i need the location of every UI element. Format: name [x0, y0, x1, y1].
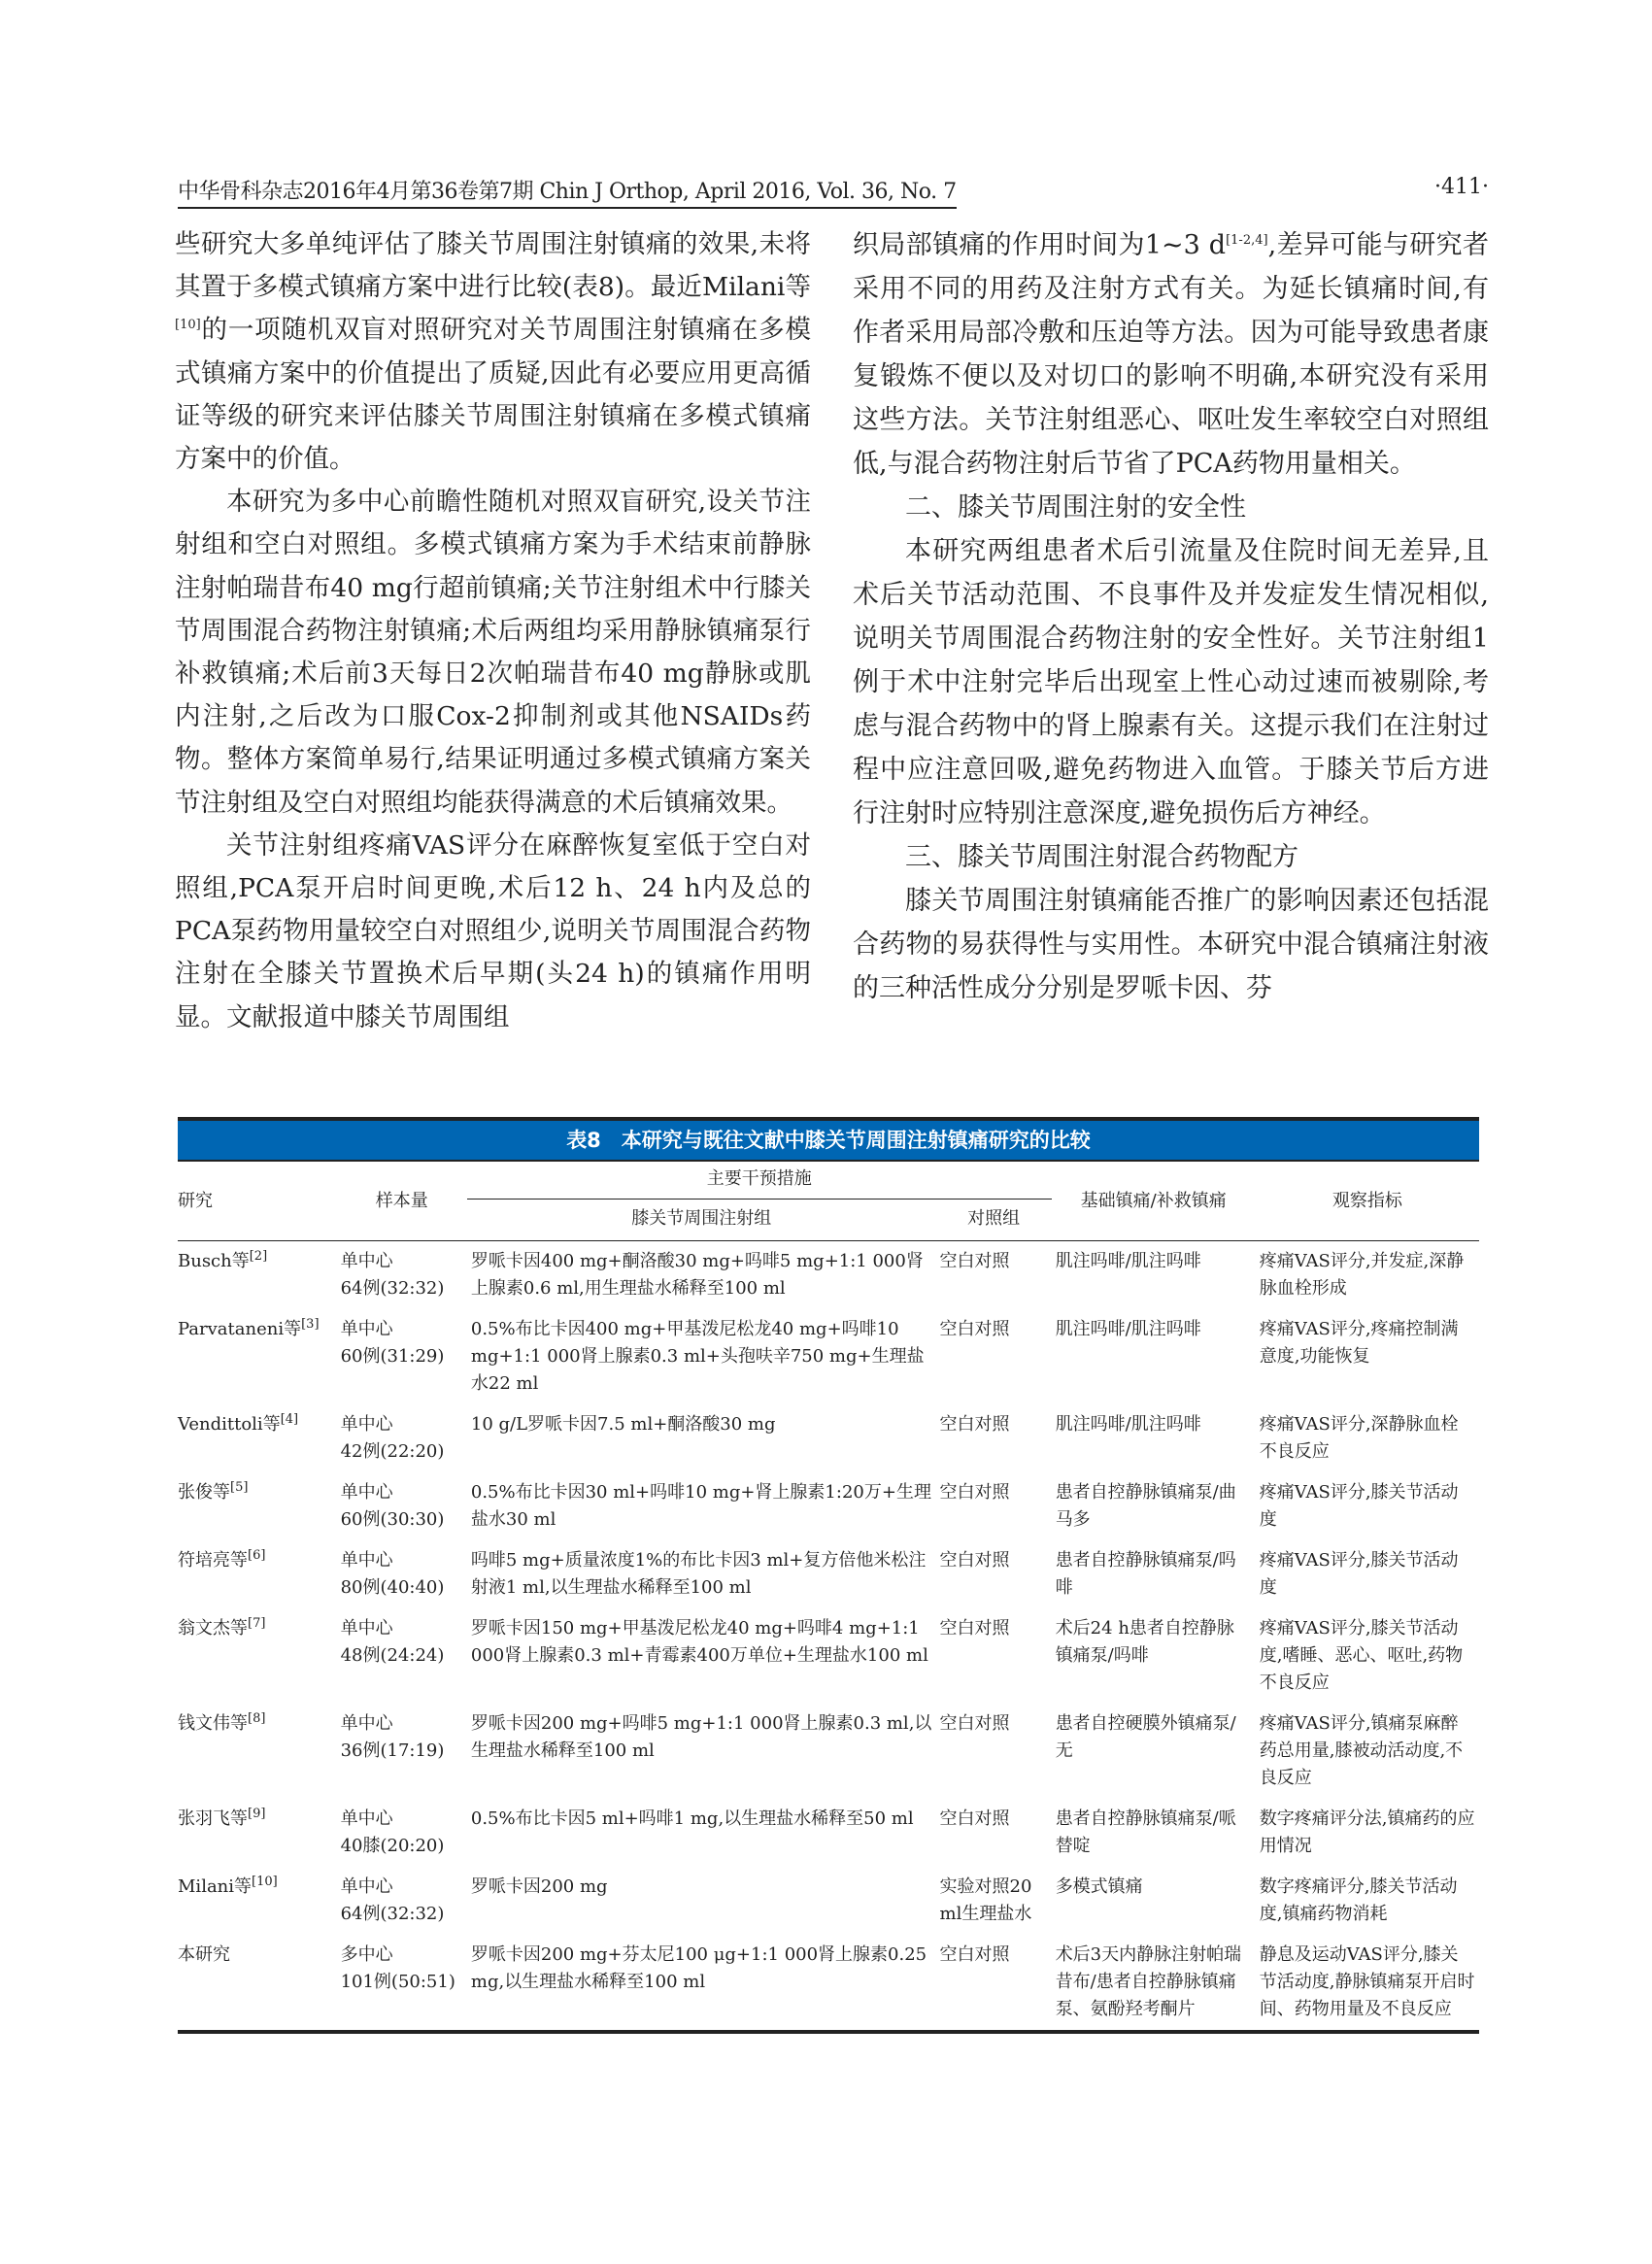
- cell-study: [178, 1404, 337, 1472]
- cell-outcomes: 疼痛VAS评分,并发症,深静脉血栓形成: [1259, 1251, 1465, 1299]
- cell-study: [178, 1799, 337, 1867]
- cell-knee-injection: 罗哌卡因200 mg+芬太尼100 μg+1:1 000肾上腺素0.25 mg,以生理盐水稀释至100 ml: [470, 1944, 927, 1992]
- cell-control: 空白对照: [939, 1713, 1010, 1734]
- sample-center: 单中心: [340, 1713, 393, 1734]
- cell-sample: [337, 1540, 467, 1608]
- cell-control: 空白对照: [939, 1808, 1010, 1829]
- sample-center: 单中心: [340, 1618, 393, 1639]
- table-row: [178, 1608, 1479, 1704]
- table-title: 表8 本研究与既往文献中膝关节周围注射镇痛研究的比较: [178, 1117, 1479, 1162]
- cell-sample: [337, 1608, 467, 1704]
- cell-knee-injection: 罗哌卡因400 mg+酮洛酸30 mg+吗啡5 mg+1:1 000肾上腺素0.6 ml,用生理盐水稀释至100 ml: [470, 1251, 924, 1299]
- sample-center: 单中心: [340, 1550, 393, 1571]
- cell-control: 空白对照: [939, 1482, 1010, 1503]
- paragraph-text: 的一项随机双盲对照研究对关节周围注射镇痛在多模式镇痛方案中的价值提出了质疑,因此有必要应用更高循证等级的研究来评估膝关节周围注射镇痛在多模式镇痛方案中的价值。: [175, 315, 811, 475]
- paragraph: 本研究为多中心前瞻性随机对照双盲研究,设关节注射组和空白对照组。多模式镇痛方案为手术结束前静脉注射帕瑞昔布40 mg行超前镇痛;关节注射组术中行膝关节周围混合药物注射镇痛;术后两组均采用静脉镇痛泵行补救镇痛;术后前3天每日2次帕瑞昔布40 mg静脉或肌内注射,之后改为口服Cox-2抑制剂或其他NSAIDs药物。整体方案简单易行,结果证明通过多模式镇痛方案关节注射组及空白对照组均能获得满意的术后镇痛效果。: [175, 487, 811, 818]
- table-row: [178, 1241, 1479, 1310]
- study-name: 符培亮等: [178, 1550, 248, 1571]
- cell-knee-injection: 10 g/L罗哌卡因7.5 ml+酮洛酸30 mg: [470, 1414, 776, 1435]
- cell-sample: [337, 1309, 467, 1404]
- sample-center: 单中心: [340, 1808, 393, 1829]
- cell-knee-injection: 0.5%布比卡因30 ml+吗啡10 mg+肾上腺素1:20万+生理盐水30 ml: [470, 1482, 931, 1530]
- cell-outcomes: 疼痛VAS评分,膝关节活动度: [1259, 1550, 1459, 1598]
- header-base-analgesia: 基础镇痛/补救镇痛: [1080, 1190, 1227, 1211]
- study-name: Parvataneni等: [178, 1319, 302, 1339]
- table-row: [178, 1935, 1479, 2032]
- cell-outcomes: 疼痛VAS评分,疼痛控制满意度,功能恢复: [1259, 1319, 1459, 1367]
- cell-outcomes: 疼痛VAS评分,膝关节活动度,嗜睡、恶心、呕吐,药物不良反应: [1259, 1618, 1464, 1693]
- sample-size: 80例(40:40): [340, 1577, 445, 1598]
- citation-ref: [2]: [249, 1249, 268, 1264]
- citation-ref: [4]: [280, 1412, 299, 1427]
- table-row: [178, 1309, 1479, 1404]
- paragraph: 关节注射组疼痛VAS评分在麻醉恢复室低于空白对照组,PCA泵开启时间更晚,术后12 h、24 h内及总的PCA泵药物用量较空白对照组少,说明关节周围混合药物注射在全膝关节置换术后早期(头24 h)的镇痛作用明显。文献报道中膝关节周围组: [175, 829, 811, 1032]
- cell-sample: [337, 1241, 467, 1310]
- citation-ref: [3]: [301, 1317, 320, 1332]
- cell-control: 空白对照: [939, 1550, 1010, 1571]
- table-row: [178, 1540, 1479, 1608]
- cell-base-analgesia: 患者自控静脉镇痛泵/哌替啶: [1055, 1808, 1236, 1856]
- citation-ref: [10]: [252, 1875, 278, 1889]
- study-name: 张羽飞等: [178, 1808, 248, 1829]
- cell-sample: [337, 1472, 467, 1540]
- cell-outcomes: 数字疼痛评分法,镇痛药的应用情况: [1259, 1808, 1475, 1856]
- header-sample: 样本量: [375, 1190, 428, 1211]
- section-heading: 三、膝关节周围注射混合药物配方: [905, 842, 1298, 872]
- citation-ref: [8]: [248, 1711, 266, 1726]
- paragraph-text: ,差异可能与研究者采用不同的用药及注射方式有关。为延长镇痛时间,有作者采用局部冷敷和压迫等方法。因为可能导致患者康复锻炼不便以及对切口的影响不明确,本研究没有采用这些方法。关节注射组恶心、呕吐发生率较空白对照组低,与混合药物注射后节省了PCA药物用量相关。: [853, 230, 1489, 479]
- cell-knee-injection: 0.5%布比卡因5 ml+吗啡1 mg,以生理盐水稀释至50 ml: [470, 1808, 914, 1829]
- cell-control: 空白对照: [939, 1944, 1010, 1965]
- citation-ref: [6]: [248, 1548, 266, 1563]
- cell-sample: [337, 1704, 467, 1799]
- sample-center: 单中心: [340, 1876, 393, 1897]
- study-name: 翁文杰等: [178, 1618, 248, 1639]
- sample-center: 单中心: [340, 1414, 393, 1435]
- cell-study: [178, 1867, 337, 1935]
- cell-base-analgesia: 患者自控硬膜外镇痛泵/无: [1055, 1713, 1236, 1761]
- citation-ref: [1-2,4]: [1226, 233, 1268, 248]
- study-name: Milani等: [178, 1876, 253, 1897]
- cell-knee-injection: 罗哌卡因200 mg+吗啡5 mg+1:1 000肾上腺素0.3 ml,以生理盐水稀释至100 ml: [470, 1713, 932, 1761]
- citation-ref: [10]: [175, 318, 201, 333]
- sample-center: 单中心: [340, 1251, 393, 1271]
- cell-base-analgesia: 多模式镇痛: [1055, 1876, 1143, 1897]
- cell-study: [178, 1309, 337, 1404]
- citation-ref: [5]: [230, 1480, 249, 1495]
- sample-size: 101例(50:51): [340, 1972, 455, 1992]
- cell-outcomes: 疼痛VAS评分,膝关节活动度: [1259, 1482, 1459, 1530]
- cell-study: [178, 1472, 337, 1540]
- left-text-column: [175, 223, 811, 1093]
- paragraph-text: 些研究大多单纯评估了膝关节周围注射镇痛的效果,未将其置于多模式镇痛方案中进行比较(表8)。最近Milani等: [175, 229, 811, 303]
- comparison-table: [178, 1117, 1479, 2034]
- cell-sample: [337, 1404, 467, 1472]
- study-name: 张俊等: [178, 1482, 230, 1503]
- section-heading: 二、膝关节周围注射的安全性: [905, 492, 1246, 523]
- cell-base-analgesia: 肌注吗啡/肌注吗啡: [1055, 1319, 1201, 1339]
- paragraph: 本研究两组患者术后引流量及住院时间无差异,且术后关节活动范围、不良事件及并发症发生情况相似,说明关节周围混合药物注射的安全性好。关节注射组1例于术中注射完毕后出现室上性心动过速而被剔除,考虑与混合药物中的肾上腺素有关。这提示我们在注射过程中应注意回吸,避免药物进入血管。于膝关节后方进行注射时应特别注意深度,避免损伤后方神经。: [853, 536, 1489, 828]
- paragraph: [853, 223, 1489, 486]
- cell-control: 空白对照: [939, 1319, 1010, 1339]
- sample-size: 40膝(20:20): [340, 1836, 445, 1856]
- table-row: [178, 1404, 1479, 1472]
- header-intervention: 主要干预措施: [467, 1162, 1052, 1200]
- cell-knee-injection: 0.5%布比卡因400 mg+甲基泼尼松龙40 mg+吗啡10 mg+1:1 000肾上腺素0.3 ml+头孢呋辛750 mg+生理盐水22 ml: [470, 1319, 925, 1394]
- cell-study: [178, 1540, 337, 1608]
- study-name: Vendittoli等: [178, 1414, 281, 1435]
- cell-control: 空白对照: [939, 1618, 1010, 1639]
- right-text-column: [853, 223, 1489, 1093]
- cell-knee-injection: 罗哌卡因150 mg+甲基泼尼松龙40 mg+吗啡4 mg+1:1 000肾上腺素0.3 ml+青霉素400万单位+生理盐水100 ml: [470, 1618, 928, 1666]
- cell-control: 空白对照: [939, 1251, 1010, 1271]
- running-head: [178, 175, 1489, 204]
- cell-study: [178, 1935, 337, 2032]
- cell-base-analgesia: 肌注吗啡/肌注吗啡: [1055, 1414, 1201, 1435]
- cell-study: [178, 1608, 337, 1704]
- header-study: 研究: [178, 1190, 213, 1211]
- cell-outcomes: 数字疼痛评分,膝关节活动度,镇痛药物消耗: [1259, 1876, 1458, 1924]
- sample-center: 单中心: [340, 1319, 393, 1339]
- study-name: 钱文伟等: [178, 1713, 248, 1734]
- sample-size: 60例(31:29): [340, 1346, 445, 1367]
- sample-center: 多中心: [340, 1944, 393, 1965]
- page-number: ·411·: [1434, 175, 1489, 199]
- journal-citation: 中华骨科杂志2016年4月第36卷第7期 Chin J Orthop, April 2016, Vol. 36, No. 7: [178, 175, 957, 209]
- cell-base-analgesia: 术后3天内静脉注射帕瑞昔布/患者自控静脉镇痛泵、氨酚羟考酮片: [1055, 1944, 1242, 2019]
- sample-center: 单中心: [340, 1482, 393, 1503]
- sample-size: 64例(32:32): [340, 1278, 445, 1299]
- sample-size: 60例(30:30): [340, 1509, 445, 1530]
- sample-size: 48例(24:24): [340, 1645, 445, 1666]
- cell-base-analgesia: 术后24 h患者自控静脉镇痛泵/吗啡: [1055, 1618, 1234, 1666]
- cell-sample: [337, 1935, 467, 2032]
- study-name: Busch等: [178, 1251, 250, 1271]
- table-row: [178, 1472, 1479, 1540]
- cell-study: [178, 1704, 337, 1799]
- table-row: [178, 1799, 1479, 1867]
- table-row: [178, 1867, 1479, 1935]
- paragraph: [175, 223, 811, 481]
- paragraph-text: 织局部镇痛的作用时间为1~3 d: [853, 230, 1227, 260]
- cell-outcomes: 疼痛VAS评分,深静脉血栓不良反应: [1259, 1414, 1459, 1462]
- cell-study: [178, 1241, 337, 1310]
- table-body: [178, 1162, 1479, 2034]
- cell-knee-injection: 罗哌卡因200 mg: [470, 1876, 608, 1897]
- cell-sample: [337, 1867, 467, 1935]
- cell-knee-injection: 吗啡5 mg+质量浓度1%的布比卡因3 ml+复方倍他米松注射液1 ml,以生理盐水稀释至100 ml: [470, 1550, 927, 1598]
- sample-size: 64例(32:32): [340, 1904, 445, 1924]
- cell-outcomes: 静息及运动VAS评分,膝关节活动度,静脉镇痛泵开启时间、药物用量及不良反应: [1259, 1944, 1475, 2019]
- cell-base-analgesia: 患者自控静脉镇痛泵/吗啡: [1055, 1550, 1236, 1598]
- citation-ref: [7]: [248, 1616, 266, 1631]
- header-control-group: 对照组: [967, 1208, 1021, 1229]
- citation-ref: [9]: [248, 1807, 266, 1821]
- cell-sample: [337, 1799, 467, 1867]
- paragraph: 膝关节周围注射镇痛能否推广的影响因素还包括混合药物的易获得性与实用性。本研究中混合镇痛注射液的三种活性成分分别是罗哌卡因、芬: [853, 886, 1489, 1003]
- table-row: [178, 1704, 1479, 1799]
- header-knee-group: 膝关节周围注射组: [631, 1208, 772, 1229]
- sample-size: 42例(22:20): [340, 1441, 445, 1462]
- cell-base-analgesia: 患者自控静脉镇痛泵/曲马多: [1055, 1482, 1236, 1530]
- cell-control: 空白对照: [939, 1414, 1010, 1435]
- cell-control: 实验对照20 ml生理盐水: [939, 1876, 1032, 1924]
- header-outcomes: 观察指标: [1332, 1190, 1402, 1211]
- study-name: 本研究: [178, 1944, 230, 1965]
- sample-size: 36例(17:19): [340, 1740, 445, 1761]
- cell-base-analgesia: 肌注吗啡/肌注吗啡: [1055, 1251, 1201, 1271]
- cell-outcomes: 疼痛VAS评分,镇痛泵麻醉药总用量,膝被动活动度,不良反应: [1259, 1713, 1464, 1788]
